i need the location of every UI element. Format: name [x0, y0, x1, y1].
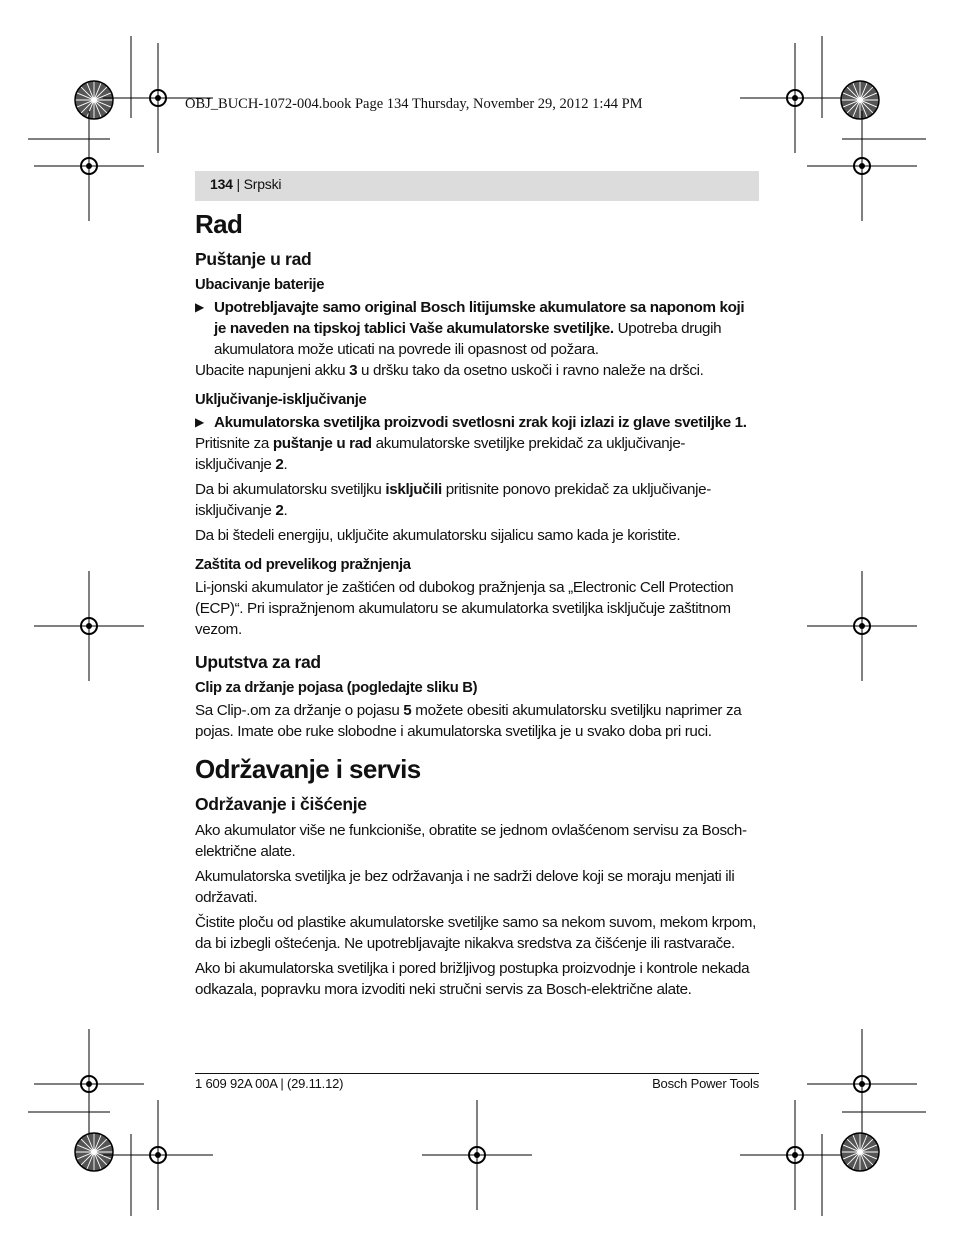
warning-bold-text: Upotrebljavajte samo original Bosch litijumske akumulatore sa naponom koji je naveden na tipskoj tablici Vaše akumulatorske svetiljke. [214, 299, 745, 337]
warning-triangle-icon: ▶ [195, 415, 204, 429]
subsection-title-uputstva: Uputstva za rad [195, 652, 321, 672]
paragraph-save-energy: Da bi štedeli energiju, uključite akumulatorsku sijalicu samo kada je koristite. [195, 527, 681, 544]
crosshair-mark-upper-right [807, 111, 917, 221]
starburst-mark-top-right [841, 81, 879, 119]
paragraph-repair: Ako bi akumulatorska svetiljka i pored brižljivog postupka proizvodnje i kontrole nekada odkazala, popravku mora izvoditi neki stručni servis za Bosch-električne alate. [195, 960, 750, 998]
section-title-rad: Rad [195, 209, 243, 239]
crosshair-mark-lower-left [34, 1029, 144, 1139]
paragraph-cleaning: Čistite ploču od plastike akumulatorske svetiljke samo sa nekom suvom, mekom krpom, da bi izbegli oštećenja. Ne upotrebljavajte nikakva sredstva za čišćenje ili rastvarače. [195, 914, 756, 952]
subsection-title-ciscenje: Održavanje i čišćenje [195, 794, 367, 814]
starburst-mark-bottom-left [75, 1133, 113, 1171]
footer-rule [195, 1073, 759, 1074]
footer-document-number: 1 609 92A 00A | (29.11.12) [195, 1076, 344, 1091]
crosshair-mark-mid-left [34, 571, 144, 681]
crosshair-mark-bottom-center [422, 1100, 532, 1210]
warning-bold-text: Akumulatorska svetiljka proizvodi svetlosni zrak koji izlazi iz glave svetiljke 1. [214, 414, 747, 431]
header-language: Srpski [243, 176, 282, 192]
main-content [195, 207, 760, 1004]
warning-triangle-icon: ▶ [195, 300, 204, 314]
crosshair-mark-bottom-left [103, 1100, 213, 1210]
header-separator: | [232, 176, 244, 192]
page-header-bar [195, 171, 759, 201]
paragraph-insert-battery: Ubacite napunjeni akku 3 u dršku tako da osetno uskoči i ravno naleže na dršci. [195, 362, 704, 379]
paragraph-switch-off: Da bi akumulatorsku svetiljku isključili pritisnite ponovo prekidač za uključivanje-isključivanje 2. [195, 481, 711, 519]
paragraph-maintenance-free: Akumulatorska svetiljka je bez održavanja i ne sadrži delove koji se moraju menjati ili održavati. [195, 868, 735, 906]
heading-zastita: Zaštita od prevelikog pražnjenja [195, 557, 411, 573]
section-title-odrzavanje: Održavanje i servis [195, 754, 421, 784]
paragraph-ecp: Li-jonski akumulator je zaštićen od dubokog pražnjenja sa „Electronic Cell Protection (ECP)“. Pri ispražnjenom akumulatoru se akumulatorka svetiljka isključuje zaštitnom vezom. [195, 579, 734, 638]
page-number: 134 [210, 176, 233, 192]
paragraph-service: Ako akumulator više ne funkcioniše, obratite se jednom ovlašćenom servisu za Bosch-električne alate. [195, 822, 747, 860]
starburst-mark-bottom-right [841, 1133, 879, 1171]
warning-battery [195, 297, 760, 360]
starburst-mark-top-left [75, 81, 113, 119]
crosshair-mark-mid-right [807, 571, 917, 681]
paragraph-clip: Sa Clip-.om za držanje o pojasu 5 možete obesiti akumulatorsku svetiljku naprimer za pojas. Imate obe ruke slobodne i akumulatorska svetiljka je u svako doba pri ruci. [195, 702, 742, 740]
warning-text: Upotreba drugih akumulatora može uticati na povrede ili opasnost od požara. [214, 320, 722, 358]
crosshair-mark-top-right [740, 43, 850, 153]
paragraph-switch-on: Pritisnite za puštanje u rad akumulatorske svetiljke prekidač za uključivanje-isključivanje 2. [195, 435, 686, 473]
heading-clip: Clip za držanje pojasa (pogledajte sliku B) [195, 680, 478, 696]
crosshair-mark-bottom-right [740, 1100, 850, 1210]
crosshair-mark-upper-left [34, 111, 144, 221]
heading-ukljucivanje: Uključivanje-isključivanje [195, 392, 367, 408]
warning-light-beam [195, 412, 760, 433]
print-slug-header: OBJ_BUCH-1072-004.book Page 134 Thursday, November 29, 2012 1:44 PM [185, 96, 643, 112]
subsection-title-pustanje: Puštanje u rad [195, 249, 312, 269]
heading-ubacivanje-baterije: Ubacivanje baterije [195, 277, 325, 293]
crosshair-mark-lower-right [807, 1029, 917, 1139]
footer-brand: Bosch Power Tools [652, 1076, 759, 1091]
